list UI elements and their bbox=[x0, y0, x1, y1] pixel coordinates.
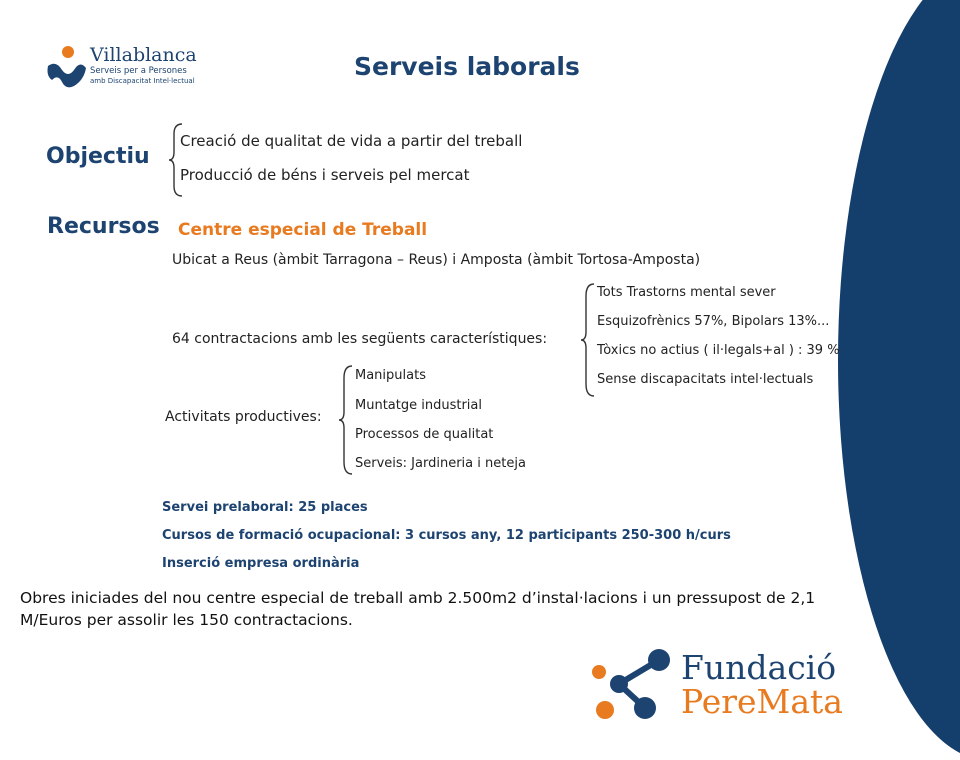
fundacio-logo-line2: PereMata bbox=[681, 682, 843, 721]
service-item-1: Servei prelaboral: 25 places bbox=[162, 500, 368, 515]
location-text: Ubicat a Reus (àmbit Tarragona – Reus) i Amposta (àmbit Tortosa-Amposta) bbox=[172, 252, 701, 268]
fundacio-logo-icon bbox=[583, 648, 675, 720]
fundacio-logo bbox=[583, 648, 843, 721]
contractacions-item-1: Tots Trastorns mental sever bbox=[597, 285, 776, 300]
objectiu-heading: Objectiu bbox=[46, 144, 150, 169]
service-item-2: Cursos de formació ocupacional: 3 cursos any, 12 participants 250-300 h/curs bbox=[162, 528, 731, 543]
activitats-item-2: Muntatge industrial bbox=[355, 398, 482, 413]
service-item-3: Inserció empresa ordinària bbox=[162, 556, 360, 571]
activitats-item-1: Manipulats bbox=[355, 368, 426, 383]
villablanca-tagline-2: amb Discapacitat Intel·lectual bbox=[90, 77, 195, 85]
villablanca-tagline-1: Serveis per a Persones bbox=[90, 66, 187, 76]
activitats-brace bbox=[338, 364, 354, 476]
decorative-circle bbox=[838, 0, 960, 760]
activitats-label: Activitats productives: bbox=[165, 409, 322, 425]
contractacions-item-3: Tòxics no actius ( il·legals+al ) : 39 % bbox=[597, 343, 840, 358]
villablanca-name: Villablanca bbox=[90, 44, 197, 66]
villablanca-logo bbox=[40, 40, 200, 90]
footer-paragraph: Obres iniciades del nou centre especial de treball amb 2.500m2 d’instal·lacions i un pressupost de 2,1 M/Euros per assolir les 150 contractacions. bbox=[20, 589, 816, 629]
activitats-item-3: Processos de qualitat bbox=[355, 427, 494, 442]
contractacions-label: 64 contractacions amb les següents característiques: bbox=[172, 331, 548, 347]
activitats-item-4: Serveis: Jardineria i neteja bbox=[355, 456, 526, 471]
objectiu-item-2: Producció de béns i serveis pel mercat bbox=[180, 166, 470, 184]
contractacions-item-4: Sense discapacitats intel·lectuals bbox=[597, 372, 814, 387]
contractacions-brace bbox=[580, 282, 596, 398]
objectiu-item-1: Creació de qualitat de vida a partir del treball bbox=[180, 132, 523, 150]
page-title: Serveis laborals bbox=[354, 52, 580, 81]
recursos-subheading: Centre especial de Treball bbox=[178, 220, 428, 240]
villablanca-logo-icon bbox=[42, 44, 90, 92]
recursos-heading: Recursos bbox=[47, 214, 160, 239]
contractacions-item-2: Esquizofrènics 57%, Bipolars 13%... bbox=[597, 314, 830, 329]
fundacio-logo-line1: Fundació bbox=[681, 648, 837, 687]
